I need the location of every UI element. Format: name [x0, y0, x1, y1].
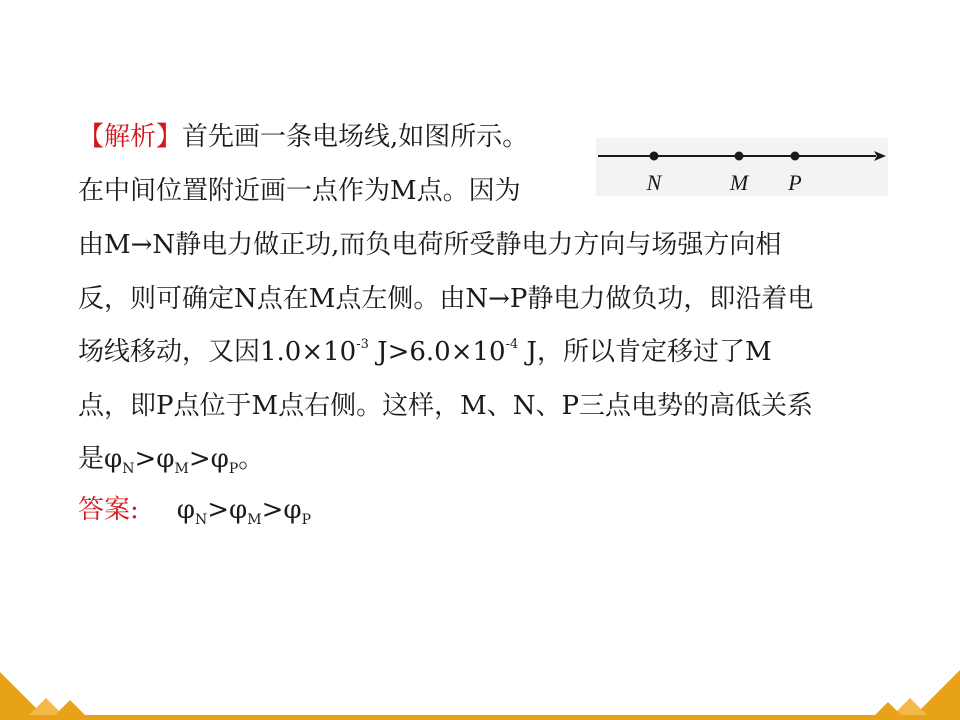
- answer-phi-p: φ: [283, 495, 302, 525]
- gt-2: >: [188, 444, 211, 474]
- analysis-line-5: [78, 336, 772, 368]
- phi-m-sub: M: [174, 461, 189, 477]
- answer-phi-m: φ: [229, 495, 248, 525]
- analysis-line-3: 由M→N静电力做正功,而负电荷所受静电力方向与场强方向相: [78, 230, 782, 260]
- analysis-tag: 【解析】: [78, 122, 183, 152]
- point-label-m: M: [729, 170, 749, 195]
- answer-phi-n: φ: [176, 495, 195, 525]
- answer-line: [78, 494, 311, 526]
- answer-phi-m-sub: M: [247, 512, 262, 528]
- answer-phi-n-sub: N: [194, 512, 208, 528]
- analysis-text-1: 首先画一条电场线,如图所示。: [182, 122, 529, 152]
- answer-gt-1: >: [207, 495, 230, 525]
- point-n: [650, 152, 659, 161]
- analysis-line-2: 在中间位置附近画一点作为M点。因为: [78, 176, 521, 206]
- exponent-1: -3: [356, 337, 369, 352]
- answer-phi-p-sub: P: [301, 512, 312, 528]
- point-label-n: N: [646, 170, 662, 195]
- corner-decoration-right: [860, 660, 960, 720]
- bottom-bar: [0, 715, 960, 720]
- answer-gt-2: >: [261, 495, 284, 525]
- point-p: [791, 152, 800, 161]
- phi-p-sub: P: [228, 461, 239, 477]
- point-label-p: P: [788, 170, 802, 195]
- line7-suffix: 。: [238, 444, 265, 474]
- answer-label: 答案:: [78, 495, 139, 525]
- analysis-line-4: 反，则可确定N点在M点左侧。由N→P静电力做负功，即沿着电: [78, 284, 814, 314]
- analysis-text-5b: J>6.0×10: [368, 337, 506, 367]
- analysis-line-1: [78, 121, 528, 153]
- phi-m: φ: [156, 444, 175, 474]
- analysis-line-7: [78, 443, 264, 475]
- field-line-figure: [596, 138, 888, 196]
- phi-n-sub: N: [122, 461, 135, 477]
- analysis-line-6: 点，即P点位于M点右侧。这样，M、N、P三点电势的高低关系: [78, 391, 813, 421]
- gt-1: >: [134, 444, 157, 474]
- phi-n: φ: [104, 444, 123, 474]
- exponent-2: -4: [505, 337, 519, 352]
- point-m: [735, 152, 744, 161]
- corner-decoration-left: [0, 660, 100, 720]
- analysis-text-5a: 场线移动，又因1.0×10: [78, 337, 357, 367]
- phi-p: φ: [210, 444, 229, 474]
- field-line-svg: [596, 138, 888, 196]
- line7-prefix: 是: [78, 444, 105, 474]
- analysis-text-5c: J，所以肯定移过了M: [518, 337, 772, 367]
